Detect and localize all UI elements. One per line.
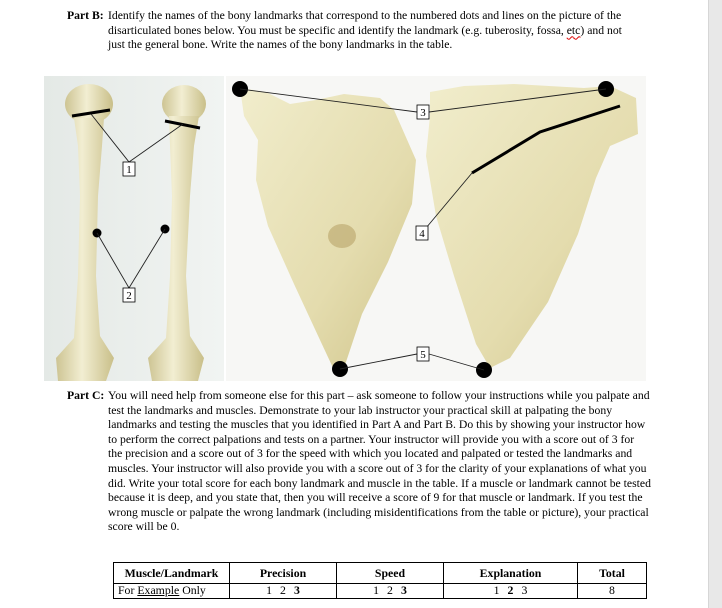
table-row	[114, 584, 647, 599]
part-c-label: Part C:	[67, 389, 105, 402]
label-2	[123, 288, 135, 302]
label-3	[417, 105, 429, 119]
header-muscle-landmark: Muscle/Landmark	[114, 563, 230, 584]
label-5	[417, 347, 429, 361]
example-cell: For Example Only	[114, 584, 230, 599]
score-table	[113, 562, 647, 599]
header-explanation: Explanation	[444, 563, 578, 584]
speed-score-cell: 1 2 3	[337, 584, 444, 599]
svg-text:2: 2	[126, 290, 132, 302]
part-b-label: Part B:	[67, 9, 104, 22]
vertical-scrollbar[interactable]	[708, 0, 722, 608]
spellcheck-word[interactable]: etc	[566, 23, 581, 37]
svg-text:3: 3	[420, 107, 426, 119]
table-header-row	[114, 563, 647, 584]
header-total: Total	[578, 563, 647, 584]
svg-text:1: 1	[126, 164, 132, 176]
svg-text:4: 4	[419, 228, 425, 240]
bones-figure	[44, 76, 646, 381]
label-1	[123, 162, 135, 176]
header-speed: Speed	[337, 563, 444, 584]
svg-text:5: 5	[420, 349, 426, 361]
precision-score-cell: 1 2 3	[230, 584, 337, 599]
part-c-text: You will need help from someone else for this part – ask someone to follow your instructions while you palpate and test the landmarks and muscles. Demonstrate to your lab instructor your practical skill at palpating the bony landmarks and testing the muscles that you identified in Part A and Part B. Do this by showing your instructor how to perform the correct palpations and tests on a partner. Your instructor will provide you with a score out of 3 for the precision and a score out of 3 for the speed with which you located and palpated or tested the landmarks and muscles. Your instructor will also provide you with a score out of 3 for the clarity of your explanations of what you did. Write your total score for each bony landmark and muscle in the table. If a muscle or landmark cannot be tested because it is deep, and you state that, then you will receive a score of 9 for that muscle or landmark. If you test the wrong muscle or palpate the wrong landmark (including misidentifications from the table or picture), your practical score will be 0.	[108, 389, 651, 534]
part-b-text: Identify the names of the bony landmarks that correspond to the numbered dots and lines on the picture of the disarticulated bones below. You must be specific and identify the landmark (e.g. tuberosity, fossa, etc) and not just the general bone. Write the names of the bony landmarks in the table.	[108, 9, 622, 52]
header-precision: Precision	[230, 563, 337, 584]
label-4	[416, 226, 428, 240]
total-score-cell: 8	[578, 584, 647, 599]
explanation-score-cell: 1 2 3	[444, 584, 578, 599]
